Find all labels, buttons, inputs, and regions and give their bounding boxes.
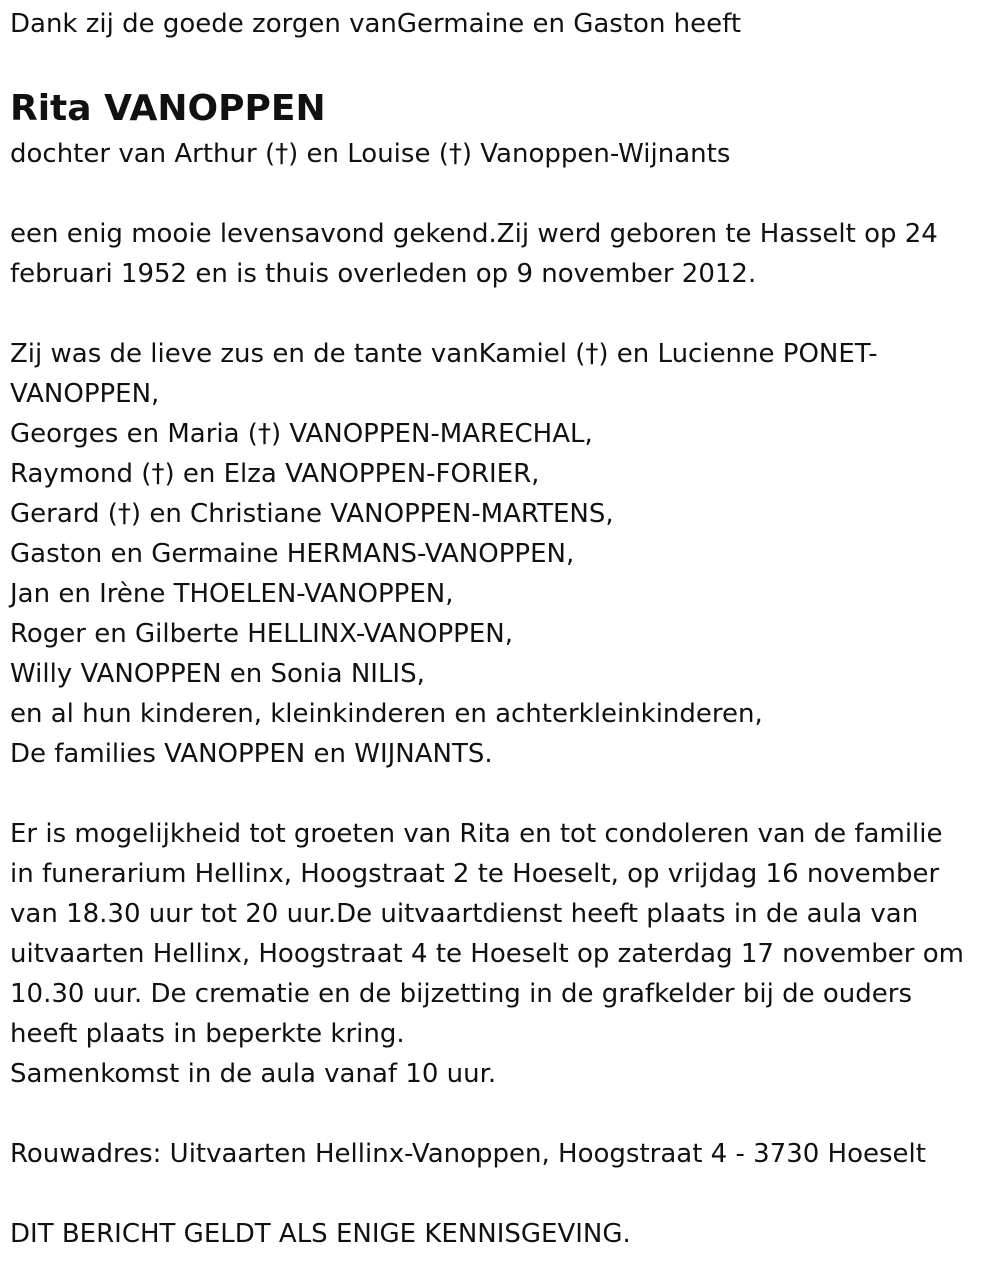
spacer [10, 174, 995, 214]
family-line: VANOPPEN, [10, 379, 160, 409]
life-line: februari 1952 en is thuis overleden op 9 november 2012. [10, 259, 757, 289]
mourning-address: Rouwadres: Uitvaarten Hellinx-Vanoppen, Hoogstraat 4 - 3730 Hoeselt [10, 1139, 926, 1169]
family-line: en al hun kinderen, kleinkinderen en achterkleinkinderen, [10, 699, 763, 729]
family-line: Willy VANOPPEN en Sonia NILIS, [10, 659, 425, 689]
ceremony-paragraph [10, 814, 995, 1094]
spacer [10, 774, 995, 814]
closing-statement: DIT BERICHT GELDT ALS ENIGE KENNISGEVING. [10, 1219, 631, 1249]
deceased-name: Rita VANOPPEN [10, 88, 326, 129]
ceremony-line: van 18.30 uur tot 20 uur.De uitvaartdienst heeft plaats in de aula van [10, 899, 919, 929]
family-line: Roger en Gilberte HELLINX-VANOPPEN, [10, 619, 514, 649]
family-paragraph [10, 334, 995, 774]
ceremony-line: Er is mogelijkheid tot groeten van Rita en tot condoleren van de familie [10, 819, 943, 849]
family-line: Gerard (†) en Christiane VANOPPEN-MARTENS, [10, 499, 614, 529]
ceremony-line: 10.30 uur. De crematie en de bijzetting in de grafkelder bij de ouders [10, 979, 912, 1009]
family-line: Zij was de lieve zus en de tante vanKamiel (†) en Lucienne PONET- [10, 339, 878, 369]
ceremony-line: Samenkomst in de aula vanaf 10 uur. [10, 1059, 497, 1089]
family-line: Georges en Maria (†) VANOPPEN-MARECHAL, [10, 419, 593, 449]
ceremony-line: in funerarium Hellinx, Hoogstraat 2 te Hoeselt, op vrijdag 16 november [10, 859, 940, 889]
spacer [10, 294, 995, 334]
life-line: een enig mooie levensavond gekend.Zij werd geboren te Hasselt op 24 [10, 219, 938, 249]
family-line: Jan en Irène THOELEN-VANOPPEN, [10, 579, 454, 609]
ceremony-line: uitvaarten Hellinx, Hoogstraat 4 te Hoeselt op zaterdag 17 november om [10, 939, 964, 969]
obituary-notice [10, 4, 995, 1254]
family-line: Raymond (†) en Elza VANOPPEN-FORIER, [10, 459, 540, 489]
spacer [10, 1094, 995, 1134]
life-paragraph [10, 214, 995, 294]
intro-text: Dank zij de goede zorgen vanGermaine en Gaston heeft [10, 9, 742, 39]
family-line: De families VANOPPEN en WIJNANTS. [10, 739, 493, 769]
spacer [10, 1174, 995, 1214]
family-line: Gaston en Germaine HERMANS-VANOPPEN, [10, 539, 575, 569]
ceremony-line: heeft plaats in beperkte kring. [10, 1019, 405, 1049]
parents-text: dochter van Arthur (†) en Louise (†) Vanoppen-Wijnants [10, 139, 731, 169]
